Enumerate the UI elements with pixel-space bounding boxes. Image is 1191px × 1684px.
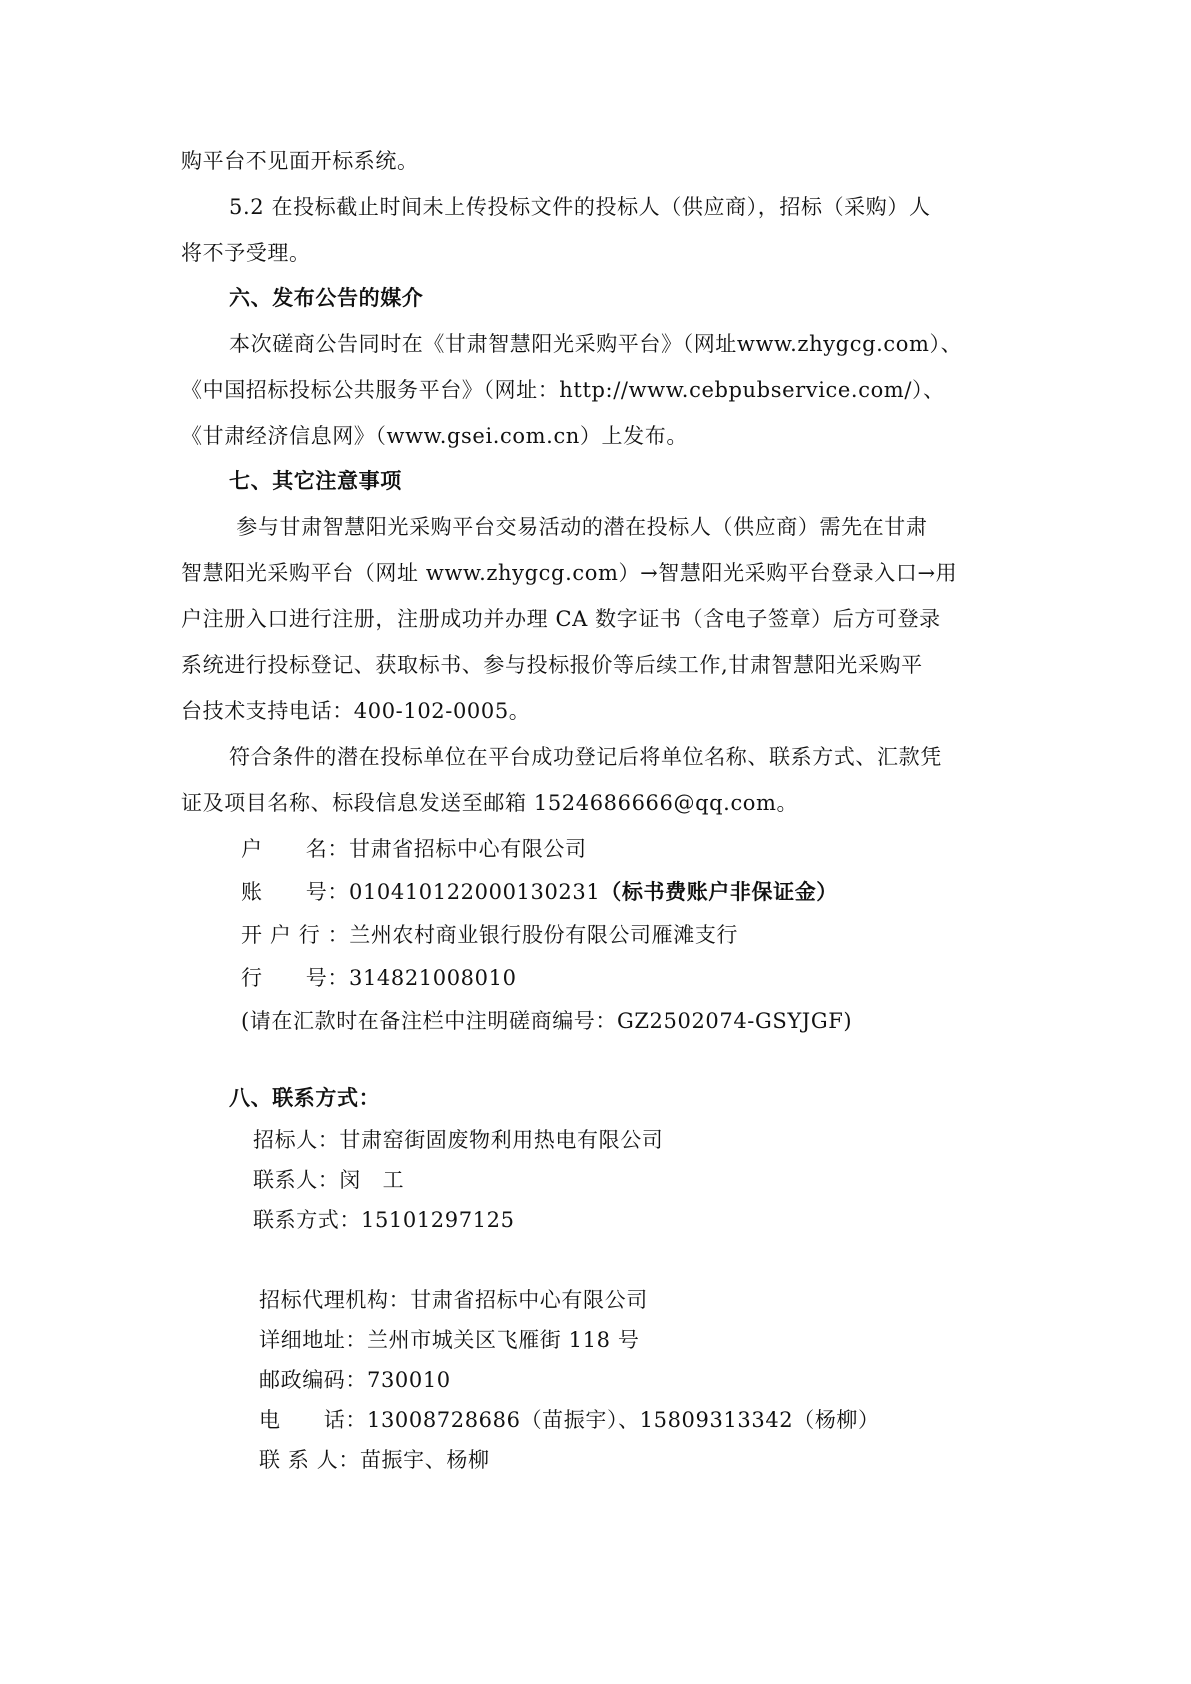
section7-heading: 七、其它注意事项 <box>229 469 402 493</box>
section6-line3: 《甘肃经济信息网》（www.gsei.com.cn）上发布。 <box>181 424 688 448</box>
section5-paragraph1-continuation: 购平台不见面开标系统。 <box>181 149 419 173</box>
buyer-contact-label: 联系人： <box>253 1168 340 1192</box>
zip-row <box>259 1365 451 1395</box>
account-bank-row <box>241 920 738 950</box>
account-bank-value: 兰州农村商业银行股份有限公司雁滩支行 <box>349 923 739 947</box>
section8-heading: 八、联系方式： <box>229 1086 381 1110</box>
agency-phone-value: 13008728686（苗振宇）、15809313342（杨柳） <box>367 1408 880 1432</box>
buyer-label: 招标人： <box>253 1128 340 1152</box>
buyer-contact-value: 闵 工 <box>339 1168 405 1192</box>
account-number-label: 账 号： <box>241 880 349 904</box>
agency-label: 招标代理机构： <box>259 1288 411 1312</box>
address-value: 兰州市城关区飞雁街 118 号 <box>367 1328 640 1352</box>
section5-paragraph2-line1: 5.2 在投标截止时间未上传投标文件的投标人（供应商），招标（采购）人 <box>229 195 931 219</box>
agency-value: 甘肃省招标中心有限公司 <box>410 1288 648 1312</box>
agency-phone-row <box>259 1405 880 1435</box>
buyer-value: 甘肃窑街固废物利用热电有限公司 <box>339 1128 664 1152</box>
agency-phone-label: 电 话： <box>259 1408 367 1432</box>
account-number-value: 010410122000130231 <box>349 880 601 904</box>
buyer-phone-label: 联系方式： <box>253 1208 361 1232</box>
section7-paragraph1-line1: 参与甘肃智慧阳光采购平台交易活动的潜在投标人（供应商）需先在甘肃 <box>229 515 928 539</box>
agency-contact-label: 联 系 人： <box>259 1448 360 1472</box>
buyer-phone-row <box>253 1205 515 1235</box>
zip-value: 730010 <box>367 1368 451 1392</box>
address-label: 详细地址： <box>259 1328 367 1352</box>
account-bank-label: 开 户 行 ： <box>241 923 350 947</box>
account-name-label: 户 名： <box>241 837 349 861</box>
buyer-contact-row <box>253 1165 404 1195</box>
section6-line2: 《中国招标投标公共服务平台》（网址：http://www.cebpubservice.com/）、 <box>181 378 945 402</box>
account-code-label: 行 号： <box>241 966 349 990</box>
account-name-row <box>241 834 587 864</box>
zip-label: 邮政编码： <box>259 1368 367 1392</box>
account-number-row <box>241 877 838 907</box>
account-code-row <box>241 963 517 993</box>
section5-paragraph2-line2: 将不予受理。 <box>181 241 311 265</box>
buyer-phone-value: 15101297125 <box>361 1208 515 1232</box>
account-name-value: 甘肃省招标中心有限公司 <box>349 837 587 861</box>
section7-paragraph2-line2: 证及项目名称、标段信息发送至邮箱 1524686666@qq.com。 <box>181 791 799 815</box>
section7-paragraph1-line5: 台技术支持电话：400-102-0005。 <box>181 699 531 723</box>
section7-paragraph2-line1: 符合条件的潜在投标单位在平台成功登记后将单位名称、联系方式、汇款凭 <box>229 745 942 769</box>
section7-paragraph1-line2: 智慧阳光采购平台（网址 www.zhygcg.com）→智慧阳光采购平台登录入口→用 <box>181 561 958 585</box>
agency-contact-value: 苗振宇、杨柳 <box>359 1448 490 1472</box>
section7-paragraph1-line4: 系统进行投标登记、获取标书、参与投标报价等后续工作,甘肃智慧阳光采购平 <box>181 653 923 677</box>
account-number-note: （标书费账户非保证金） <box>600 880 838 904</box>
address-row <box>259 1325 639 1355</box>
section6-line1: 本次磋商公告同时在《甘肃智慧阳光采购平台》（网址www.zhygcg.com）、 <box>229 332 963 356</box>
agency-row <box>259 1285 648 1315</box>
agency-contact-row <box>259 1445 490 1475</box>
remittance-remark: (请在汇款时在备注栏中注明磋商编号：GZ2502074-GSYJGF) <box>241 1009 853 1033</box>
buyer-row <box>253 1125 663 1155</box>
account-code-value: 314821008010 <box>349 966 517 990</box>
section6-heading: 六、发布公告的媒介 <box>229 286 424 310</box>
section7-paragraph1-line3: 户注册入口进行注册，注册成功并办理 CA 数字证书（含电子签章）后方可登录 <box>181 607 941 631</box>
